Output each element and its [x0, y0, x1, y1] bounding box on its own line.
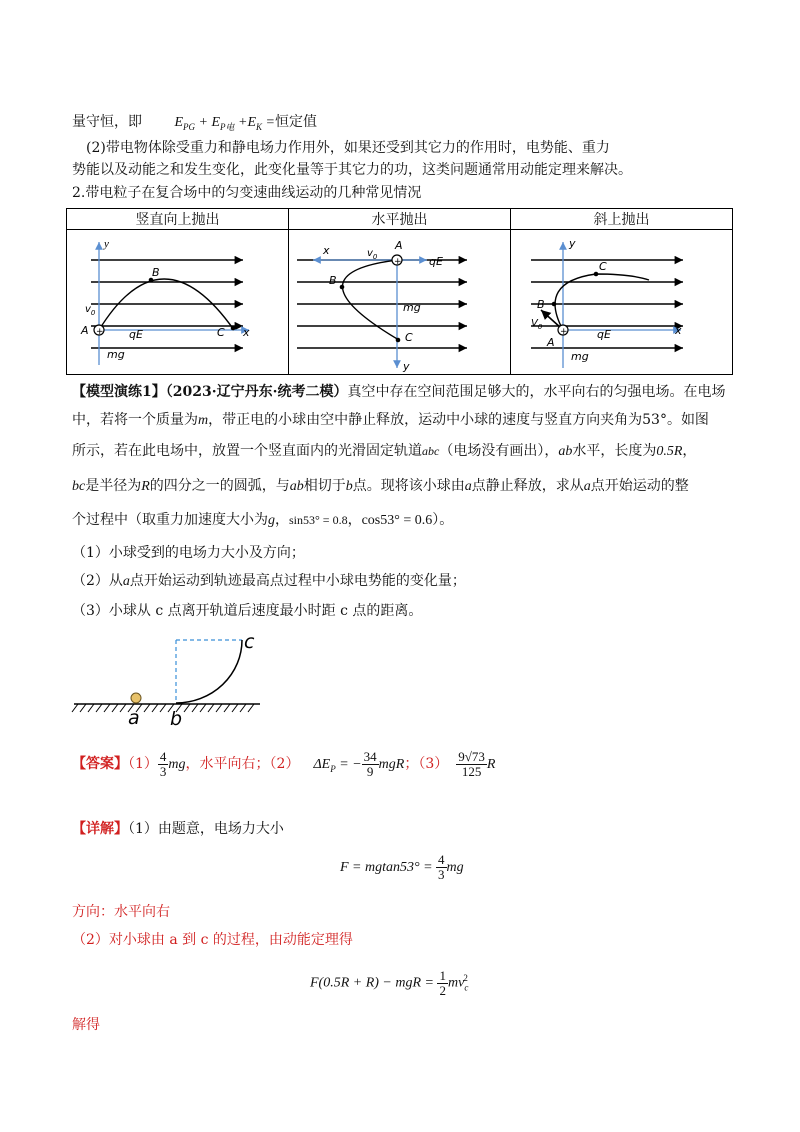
problem-line-4: bc是半径为R的四分之一的圆弧，与ab相切于b点。现将该小球由a点静止释放，求从a点开始运动的整: [72, 478, 689, 494]
answer-2-formula: $\Delta E_P$ = −: [313, 757, 362, 774]
direction-text: 方向：水平向右: [72, 904, 170, 920]
energy-conservation-formula: $E_{PG} + E_{P电} +E_K$ =: [174, 115, 275, 132]
label-y: y: [403, 360, 410, 373]
intro-para2-line1: (2)带电物体除受重力和静电场力作用外，如果还受到其它力的作用时，电势能、重力: [86, 140, 610, 156]
figure-vertical-throw: [67, 230, 295, 374]
label-mg: mg: [107, 348, 125, 361]
label-x: x: [675, 324, 682, 337]
problem-line-1: 【模型演练1】（2023·辽宁丹东·统考二模）真空中存在空间范围足够大的，水平向右的匀强电场。在电场: [72, 384, 726, 400]
svg-text:+: +: [394, 257, 402, 267]
label-B: B: [537, 298, 545, 311]
point-B: [552, 302, 557, 307]
figure-horizontal-throw: [289, 230, 509, 374]
solve-label: 解得: [72, 1017, 100, 1033]
label-C: C: [599, 260, 607, 273]
label-B: B: [329, 274, 337, 287]
label-A: A: [395, 239, 403, 252]
problem-line-2: 中，若将一个质量为m，带正电的小球由空中静止释放，运动中小球的速度与竖直方向夹角为53°。如图: [72, 412, 709, 428]
intro-line-1: 量守恒，即 $E_{PG} + E_{P电} +E_K$ =恒定值: [72, 114, 317, 132]
arc-track-bc: [176, 640, 242, 703]
label-y: y: [569, 237, 576, 250]
equation-1: F = mgtan53° = $\frac{4}{3}$ mg: [340, 852, 464, 883]
problem-source: （2023·辽宁丹东·统考二模）: [165, 384, 348, 400]
label-C: C: [405, 331, 413, 344]
label-mg: mg: [571, 350, 589, 363]
label-qE: qE: [429, 255, 443, 268]
label-A: A: [81, 324, 89, 337]
section-heading-2: 2.带电粒子在复合场中的匀变速曲线运动的几种常见情况: [72, 185, 422, 201]
label-qE: qE: [129, 328, 143, 341]
question-3: （3）小球从 c 点离开轨道后速度最小时距 c 点的距离。: [72, 603, 423, 619]
question-2: （2）从a点开始运动到轨迹最高点过程中小球电势能的变化量；: [72, 573, 466, 589]
point-C: [594, 272, 599, 277]
label-y: y: [104, 238, 109, 250]
label-x: x: [243, 326, 250, 339]
header-oblique-throw: 斜上抛出: [511, 209, 733, 230]
question-1: （1）小球受到的电场力大小及方向；: [72, 545, 305, 561]
track-figure: [70, 628, 270, 728]
detail-step-2: （2）对小球由 a 到 c 的过程，由动能定理得: [72, 932, 353, 948]
header-vertical-throw: 竖直向上抛出: [67, 209, 289, 230]
answer-line: 【答案】（1） $\frac{4}{3}$ mg，水平向右；（2） $\Delta E_P$ = − $\frac{34}{9}$ mgR；（3） $\frac{9√73}{125}$ R: [72, 748, 496, 779]
svg-text:+: +: [560, 327, 568, 337]
label-a: a: [128, 707, 140, 728]
problem-tag: 【模型演练1】: [72, 384, 166, 400]
trajectory: [342, 260, 399, 340]
point-C: [231, 326, 236, 331]
detail-step-1: 【详解】（1）由题意，电场力大小: [72, 821, 284, 837]
label-x: x: [323, 244, 330, 257]
equation-2: F(0.5R + R) − mgR = $\frac{1}{2}$ $mv_c^2$: [310, 967, 469, 998]
figure-oblique-throw: [511, 230, 729, 374]
motion-cases-table: [66, 208, 733, 375]
problem-line-3: 所示，若在此电场中，放置一个竖直面内的光滑固定轨道abc（电场没有画出），ab水平，长度为0.5R，: [72, 443, 697, 459]
label-mg: mg: [403, 301, 421, 314]
ball: [131, 693, 141, 703]
radius-guide: [176, 640, 242, 703]
answer-tag: 【答案】: [72, 756, 128, 772]
label-c: c: [244, 631, 255, 653]
point-B: [340, 285, 345, 290]
header-horizontal-throw: 水平抛出: [289, 209, 511, 230]
label-v0: $V_0$: [531, 318, 543, 331]
answer-1-fraction: $\frac{4}{3}$: [159, 748, 167, 779]
label-C: C: [217, 326, 225, 339]
intro-para2-line2: 势能以及动能之和发生变化，此变化量等于其它力的功，这类问题通常用动能定理来解决。: [72, 162, 632, 178]
svg-text:+: +: [96, 327, 104, 337]
label-A: A: [547, 336, 555, 349]
detail-tag: 【详解】: [72, 821, 128, 837]
label-B: B: [152, 266, 160, 279]
ground-hatching: [72, 704, 254, 712]
label-v0: $v_0$: [85, 304, 96, 317]
answer-3-fraction: $\frac{9√73}{125}$: [458, 748, 485, 779]
label-v0: $v_0$: [367, 248, 378, 261]
point-C: [396, 338, 401, 343]
problem-line-5: 个过程中（取重力加速度大小为g，sin53° = 0.8，cos53° = 0.6）。: [72, 512, 454, 528]
label-b: b: [170, 708, 183, 728]
label-qE: qE: [597, 328, 611, 341]
